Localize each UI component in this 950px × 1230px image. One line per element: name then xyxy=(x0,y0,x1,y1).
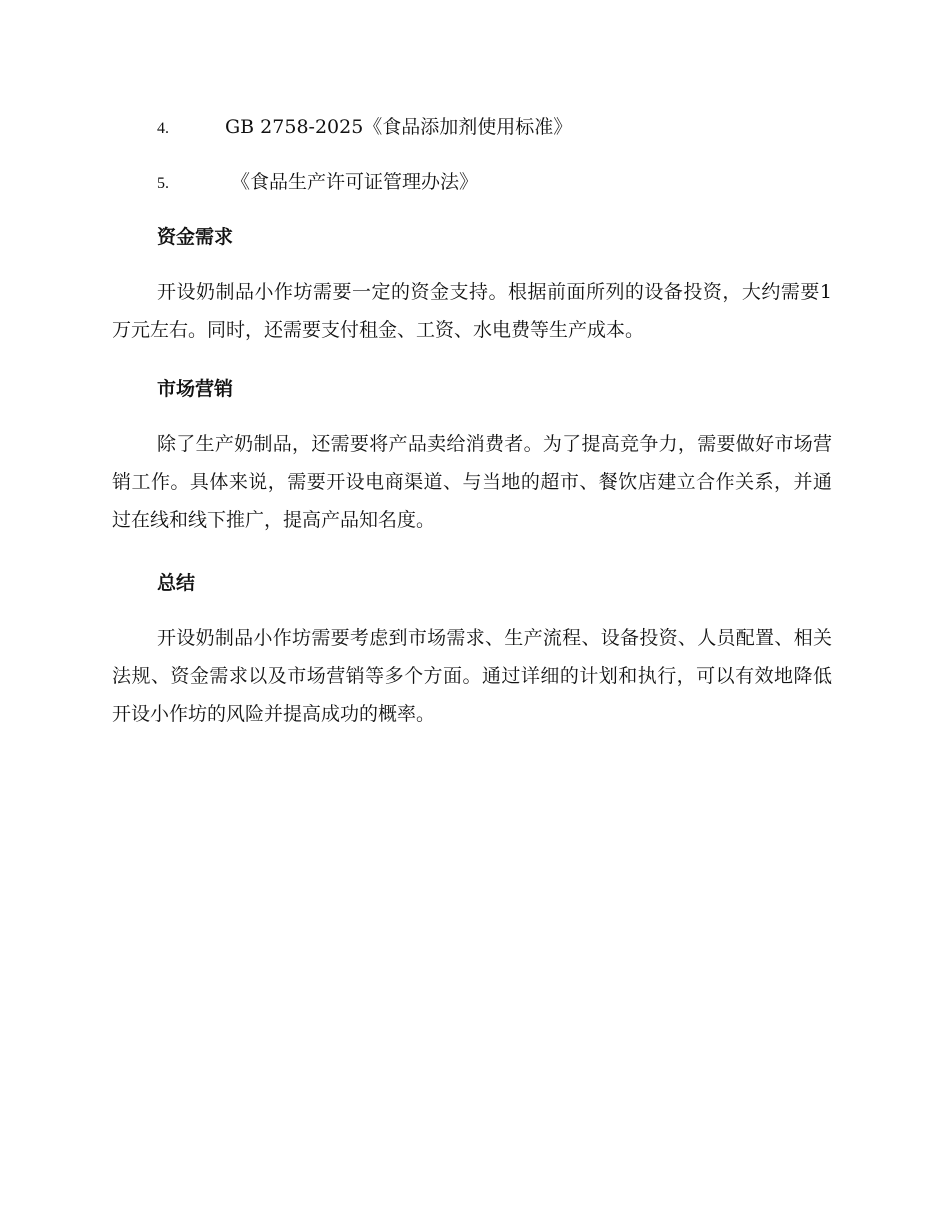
section-paragraph-funding: 开设奶制品小作坊需要一定的资金支持。根据前面所列的设备投资，大约需要1万元左右。同时，还需要支付租金、工资、水电费等生产成本。 xyxy=(112,281,832,341)
section-paragraph-marketing: 除了生产奶制品，还需要将产品卖给消费者。为了提高竞争力，需要做好市场营销工作。具体来说，需要开设电商渠道、与当地的超市、餐饮店建立合作关系，并通过在线和线下推广，提高产品知名度。 xyxy=(112,433,832,531)
section-heading-summary: 总结 xyxy=(157,572,196,594)
section-paragraph-summary: 开设奶制品小作坊需要考虑到市场需求、生产流程、设备投资、人员配置、相关法规、资金需求以及市场营销等多个方面。通过详细的计划和执行，可以有效地降低开设小作坊的风险并提高成功的概率。 xyxy=(112,627,832,725)
reference-number: 5. xyxy=(157,175,169,192)
reference-number: 4. xyxy=(157,120,169,137)
reference-text: GB 2758-2025《食品添加剂使用标准》 xyxy=(225,116,573,138)
section-heading-funding: 资金需求 xyxy=(157,226,234,248)
reference-item-5 xyxy=(157,167,478,199)
reference-item-4 xyxy=(157,112,572,144)
section-heading-marketing: 市场营销 xyxy=(157,378,234,400)
reference-text: 《食品生产许可证管理办法》 xyxy=(231,171,479,193)
